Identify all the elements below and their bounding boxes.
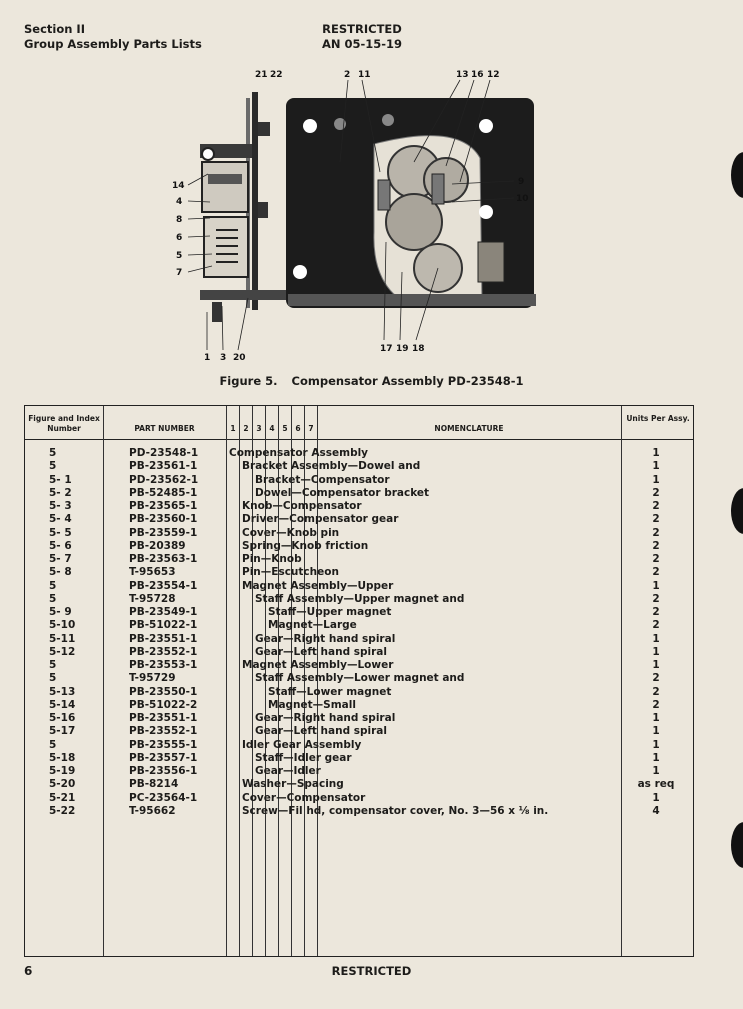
- figure-index-cell: 5: [49, 460, 57, 473]
- nomenclature-cell: Dowel—Compensator bracket: [255, 486, 430, 499]
- part-number-cell: T-95728: [129, 592, 176, 605]
- nomenclature-cell: Staff Assembly—Lower magnet and: [255, 672, 465, 685]
- binder-tab-mark: [731, 822, 743, 868]
- nomenclature-cell: Driver—Compensator gear: [242, 513, 399, 526]
- figure-index-cell: 5: [49, 579, 57, 592]
- table-row: [25, 474, 693, 487]
- part-number-cell: PB-23550-1: [129, 685, 198, 698]
- part-number-cell: PB-23552-1: [129, 725, 198, 738]
- part-number-cell: PB-51022-1: [129, 619, 198, 632]
- table-row: [25, 633, 693, 646]
- document-number: AN 05-15-19: [321, 37, 403, 51]
- header-level-6: 6: [295, 424, 301, 433]
- nomenclature-cell: Gear—Idler: [255, 765, 321, 777]
- callout-9: 9: [518, 177, 525, 187]
- figure-index-cell: 5- 8: [49, 566, 72, 579]
- nomenclature-cell: Magnet Assembly—Lower: [242, 659, 394, 671]
- table-row: [25, 699, 693, 712]
- units-cell: 2: [652, 539, 660, 552]
- figure-index-cell: 5- 1: [49, 473, 72, 486]
- table-row: [25, 527, 693, 540]
- header-level-7: 7: [308, 424, 314, 433]
- table-row: [25, 500, 693, 513]
- figure-index-cell: 5-20: [49, 778, 76, 791]
- figure-index-cell: 5- 5: [49, 526, 72, 539]
- units-cell: 1: [652, 447, 660, 459]
- nomenclature-cell: Gear—Right hand spiral: [255, 632, 396, 645]
- callout-13: 13: [456, 70, 469, 80]
- header-level-2: 2: [243, 424, 249, 433]
- figure-index-cell: 5: [49, 447, 57, 459]
- figure-index-cell: 5-17: [49, 725, 76, 738]
- units-cell: 1: [652, 765, 660, 777]
- part-number-cell: PB-23555-1: [129, 738, 198, 751]
- callout-21: 21: [255, 70, 268, 80]
- part-number-cell: PB-23551-1: [129, 632, 198, 645]
- callout-20: 20: [233, 353, 246, 363]
- table-row: [25, 739, 693, 752]
- callout-7: 7: [176, 268, 183, 278]
- units-cell: 1: [652, 659, 660, 671]
- header-part-number: PART NUMBER: [134, 424, 195, 433]
- units-cell: 1: [652, 579, 660, 592]
- nomenclature-cell: Bracket Assembly—Dowel and: [242, 460, 421, 473]
- units-cell: 2: [652, 592, 660, 605]
- table-row: [25, 540, 693, 553]
- table-row: [25, 447, 693, 460]
- part-number-cell: PB-23560-1: [129, 513, 198, 526]
- figure-index-cell: 5-10: [49, 619, 76, 632]
- units-cell: 2: [652, 513, 660, 526]
- nomenclature-cell: Cover—Knob pin: [242, 526, 340, 539]
- nomenclature-cell: Compensator Assembly: [229, 447, 369, 459]
- units-cell: 2: [652, 606, 660, 618]
- part-number-cell: PB-23561-1: [129, 460, 198, 473]
- header-level-3: 3: [256, 424, 262, 433]
- part-number-cell: PB-23565-1: [129, 500, 198, 512]
- units-cell: 2: [652, 500, 660, 512]
- part-number-cell: PD-23562-1: [129, 473, 199, 486]
- figure-index-cell: 5-13: [49, 685, 76, 698]
- table-row: [25, 646, 693, 659]
- callout-3: 3: [220, 353, 227, 363]
- nomenclature-cell: Cover—Compensator: [242, 791, 366, 804]
- units-cell: 2: [652, 698, 660, 711]
- table-row: [25, 765, 693, 778]
- table-row: [25, 686, 693, 699]
- figure-index-cell: 5-19: [49, 765, 76, 777]
- callout-18: 18: [412, 344, 425, 354]
- units-cell: 2: [652, 672, 660, 685]
- header-level-1: 1: [230, 424, 236, 433]
- nomenclature-cell: Pin—Escutcheon: [242, 566, 339, 579]
- nomenclature-cell: Washer—Spacing: [242, 778, 344, 791]
- callout-11: 11: [358, 70, 371, 80]
- figure-index-cell: 5-21: [49, 791, 76, 804]
- units-cell: 2: [652, 526, 660, 539]
- figure-index-cell: 5: [49, 672, 57, 685]
- parts-list-table: [24, 405, 694, 957]
- units-cell: 1: [652, 725, 660, 738]
- units-cell: 2: [652, 685, 660, 698]
- units-cell: 2: [652, 553, 660, 565]
- section-title: Group Assembly Parts Lists: [24, 37, 202, 51]
- table-row: [25, 619, 693, 632]
- figure-index-cell: 5- 6: [49, 539, 72, 552]
- units-cell: 1: [652, 460, 660, 473]
- figure-index-cell: 5-22: [49, 804, 76, 817]
- callout-4: 4: [176, 197, 183, 207]
- figure-index-cell: 5- 3: [49, 500, 72, 512]
- figure-label: Figure 5.: [219, 374, 278, 388]
- callout-14: 14: [172, 181, 185, 191]
- nomenclature-cell: Pin—Knob: [242, 553, 302, 565]
- figure-index-cell: 5- 9: [49, 606, 72, 618]
- nomenclature-cell: Staff—Idler gear: [255, 751, 352, 764]
- part-number-cell: T-95653: [129, 566, 176, 579]
- table-row: [25, 752, 693, 765]
- table-row: [25, 487, 693, 500]
- table-row: [25, 712, 693, 725]
- binder-tab-mark: [731, 152, 743, 198]
- table-row: [25, 566, 693, 579]
- callout-1: 1: [204, 353, 211, 363]
- callout-19: 19: [396, 344, 409, 354]
- part-number-cell: PB-23551-1: [129, 712, 198, 724]
- callout-16: 16: [471, 70, 484, 80]
- callout-10: 10: [516, 194, 529, 204]
- figure-index-cell: 5: [49, 738, 57, 751]
- compensator-assembly-illustration: [160, 62, 560, 372]
- units-cell: 2: [652, 619, 660, 632]
- units-cell: 1: [652, 473, 660, 486]
- nomenclature-cell: Gear—Right hand spiral: [255, 712, 396, 724]
- units-cell: 1: [652, 645, 660, 658]
- header-level-4: 4: [269, 424, 275, 433]
- table-row: [25, 805, 693, 818]
- header-nomenclature: NOMENCLATURE: [434, 424, 504, 433]
- table-row: [25, 792, 693, 805]
- table-row: [25, 513, 693, 526]
- table-row: [25, 672, 693, 685]
- nomenclature-cell: Idler Gear Assembly: [242, 738, 362, 751]
- footer-classification: RESTRICTED: [331, 964, 412, 978]
- units-cell: 1: [652, 791, 660, 804]
- table-row: [25, 778, 693, 791]
- nomenclature-cell: Magnet—Small: [268, 698, 356, 711]
- units-cell: 1: [652, 738, 660, 751]
- figure-index-cell: 5-14: [49, 698, 76, 711]
- figure-index-cell: 5-12: [49, 645, 76, 658]
- nomenclature-cell: Gear—Left hand spiral: [255, 645, 387, 658]
- nomenclature-cell: Magnet—Large: [268, 619, 357, 632]
- binder-tab-mark: [731, 488, 743, 534]
- part-number-cell: PD-23548-1: [129, 447, 199, 459]
- nomenclature-cell: Knob—Compensator: [242, 500, 362, 512]
- figure-title: Compensator Assembly PD-23548-1: [291, 374, 524, 388]
- front-view: [286, 98, 536, 308]
- table-row: [25, 593, 693, 606]
- nomenclature-cell: Staff—Upper magnet: [268, 606, 392, 618]
- figure-index-cell: 5: [49, 659, 57, 671]
- callout-5: 5: [176, 251, 183, 261]
- part-number-cell: PB-23554-1: [129, 579, 198, 592]
- callout-6: 6: [176, 233, 183, 243]
- figure-index-cell: 5-11: [49, 632, 76, 645]
- figure-index-cell: 5- 4: [49, 513, 72, 526]
- units-cell: 1: [652, 712, 660, 724]
- table-row: [25, 460, 693, 473]
- table-header-divider: [25, 439, 693, 440]
- nomenclature-cell: Gear—Left hand spiral: [255, 725, 387, 738]
- part-number-cell: T-95729: [129, 672, 176, 685]
- part-number-cell: PC-23564-1: [129, 791, 198, 804]
- classification-label: RESTRICTED: [322, 22, 402, 36]
- figure-index-cell: 5- 7: [49, 553, 72, 565]
- part-number-cell: PB-23563-1: [129, 553, 198, 565]
- nomenclature-cell: Spring—Knob friction: [242, 539, 369, 552]
- part-number-cell: PB-23552-1: [129, 645, 198, 658]
- callout-2: 2: [344, 70, 351, 80]
- part-number-cell: PB-8214: [129, 778, 179, 791]
- figure-index-cell: 5-16: [49, 712, 76, 724]
- part-number-cell: PB-51022-2: [129, 698, 198, 711]
- part-number-cell: T-95662: [129, 804, 176, 817]
- figure-index-cell: 5: [49, 592, 57, 605]
- document-id-header: [262, 22, 462, 52]
- page-number: 6: [24, 964, 33, 978]
- table-row: [25, 553, 693, 566]
- header-units: Units Per Assy.: [626, 414, 690, 423]
- nomenclature-cell: Screw—Fil hd, compensator cover, No. 3—56 x ⅛ in.: [242, 804, 549, 817]
- header-figure-index: Figure and Index Number: [28, 414, 100, 433]
- part-number-cell: PB-20389: [129, 539, 186, 552]
- units-cell: 1: [652, 632, 660, 645]
- section-label: Section II: [24, 22, 85, 36]
- section-header: [24, 22, 202, 52]
- table-row: [25, 725, 693, 738]
- callout-8: 8: [176, 215, 183, 225]
- part-number-cell: PB-23553-1: [129, 659, 198, 671]
- nomenclature-cell: Staff Assembly—Upper magnet and: [255, 592, 465, 605]
- table-body: [25, 447, 693, 818]
- table-row: [25, 580, 693, 593]
- units-cell: 2: [652, 486, 660, 499]
- units-cell: as req: [637, 778, 675, 791]
- figure-caption: [0, 374, 743, 388]
- table-row: [25, 606, 693, 619]
- table-row: [25, 659, 693, 672]
- callout-17: 17: [380, 344, 393, 354]
- callout-12: 12: [487, 70, 500, 80]
- units-cell: 4: [652, 804, 660, 817]
- nomenclature-cell: Bracket—Compensator: [255, 473, 390, 486]
- part-number-cell: PB-23557-1: [129, 751, 198, 764]
- figure-index-cell: 5- 2: [49, 486, 72, 499]
- callout-22: 22: [270, 70, 283, 80]
- part-number-cell: PB-23549-1: [129, 606, 198, 618]
- nomenclature-cell: Magnet Assembly—Upper: [242, 579, 394, 592]
- figure-index-cell: 5-18: [49, 751, 76, 764]
- units-cell: 1: [652, 751, 660, 764]
- part-number-cell: PB-23559-1: [129, 526, 198, 539]
- part-number-cell: PB-52485-1: [129, 486, 198, 499]
- units-cell: 2: [652, 566, 660, 579]
- header-level-5: 5: [282, 424, 288, 433]
- nomenclature-cell: Staff—Lower magnet: [268, 685, 392, 698]
- part-number-cell: PB-23556-1: [129, 765, 198, 777]
